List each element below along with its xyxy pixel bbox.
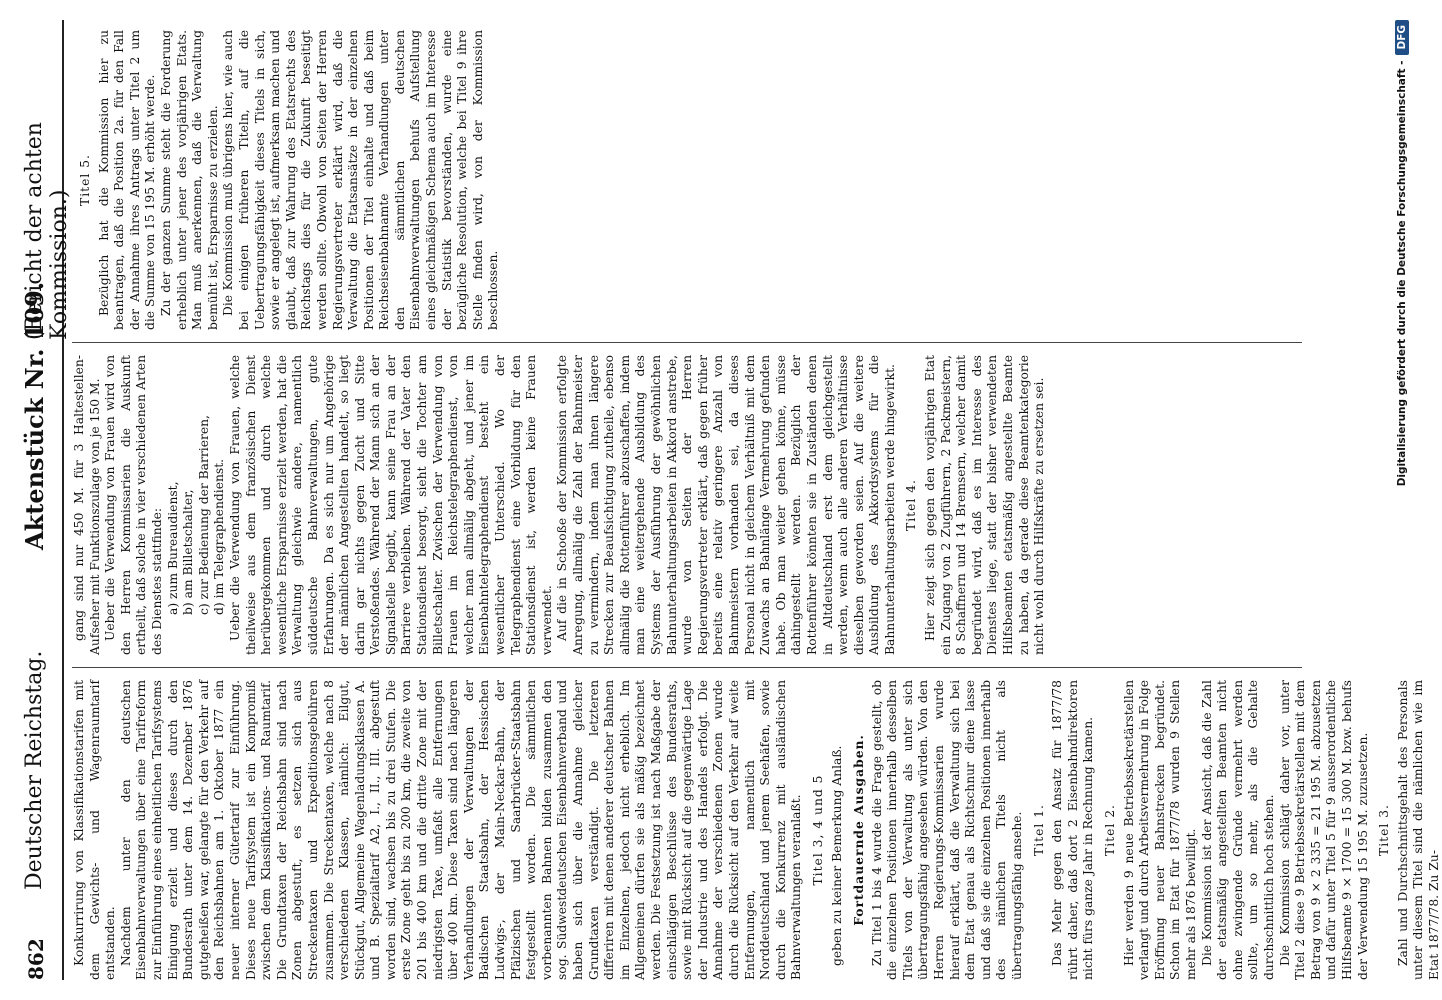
paragraph: Nachdem unter den deutschen Eisenbahnverwaltungen über eine Tarifreform zur Einführung eines einheitlichen Tarifsystems Einigung erzielt und dieses durch den Bundesrath unter dem 14. Dezember 1876 gutgeheißen war, gelangte für den Verkehr auf den Reichsbahnen am 1. Oktober 1877 ein neuer interner Gütertarif zur Einführung. Dieses neue Tarifsystem ist ein Kompromiß zwischen dem Klassifikations- und Raumtarif. Die Grundtaxen der Reichsbahn sind nach Zonen abgestuft, es setzen sich aus Streckentaxen und Expeditionsgebühren zusammen. Die Streckentaxen, welche nach 8 verschiedenen Klassen, nämlich: Eilgut, Stückgut, Allgemeine Wagenladungsklassen A. und B. Spezialtarif A2, I., II., III. abgestuft worden sind, wachsen bis zu drei Stufen. Die erste Zone geht bis zu 200 km, die zweite von 201 bis 400 km und die dritte Zone mit der niedrigsten Taxe, umfaßt alle Entfernungen über 400 km. Diese Taxen sind nach längeren Verhandlungen der Verwaltungen der Badischen Staatsbahn, der Hessischen Ludwigs-, der Main-Neckar-Bahn, der Pfälzischen und Saarbrücker-Staatsbahn festgestellt worden. Die sämmtlichen vorbenannten Bahnen bilden zusammen den sog. Südwestdeutschen Eisenbahnverband und haben sich über die Annahme gleicher Grundtaxen verständigt. Die letzteren differiren mit denen anderer deutscher Bahnen im Einzelnen, jedoch nicht erheblich. Im Allgemeinen dürfen sie als mäßig bezeichnet werden. Die Festsetzung ist nach Maßgabe der einschlägigen Beschlüsse des Bundesraths, sowie mit Rücksicht auf die gegenwärtige Lage der Industrie und des Handels erfolgt. Die Annahme der verschiedenen Zonen wurde durch die Rücksicht auf den Verkehr auf weite Entfernungen, namentlich mit Norddeutschland und jenem Seehäfen, sowie durch die Konkurrenz mit ausländischen Bahnverwaltungen veranlaßt. [118,680,804,980]
paragraph: Zahl und Durchschnittsgehalt des Personals unter diesem Titel sind die nämlichen wie im Etat 1877/78. Zu Zu- [1395,680,1441,980]
column-rule [72,342,1302,343]
list-item: c) zur Bedienung der Barrieren, [196,415,211,615]
column-3 [72,30,502,330]
heading-titel-2: Titel 2. [1103,804,1117,856]
dfg-logo: DFG [1395,20,1409,55]
document-reference: Aktenstück Nr. 109. [20,281,49,550]
list-item: d) im Telegraphendienst. [212,458,227,615]
paragraph: Ueber die Verwendung von Frauen wird von den Herren Kommissarien die Auskunft ertheilt, daß solche in vier verschiedenen Arten des Dienstes stattfinde: [103,355,164,655]
paragraph: Bezüglich hat die Kommission hier zu beantragen, daß die Position 2a. für den Fall der Annahme ihres Antrags unter Titel 2 um die Summe von 15 195 M. erhöht werde. [96,30,158,330]
section-title: (Bericht der achten Kommission.) [22,122,72,340]
footer-text: Digitalisierung gefördert durch die Deutsche Forschungsgemeinschaft - [1396,60,1408,487]
publication-title: Deutscher Reichstag. [22,650,47,890]
heading-titel-1: Titel 1. [1031,804,1046,856]
paragraph: Die Kommission muß übrigens hier, wie auch bei einigen früheren Titeln, auf die Uebertragungsfähigkeit dieses Titels in sich, sowie er angelegt ist, aufmerksam machen und glaubt, daß zur Wahrung des Etatsrechts des Reichstags dies für die Zukunft beseitigt werden sollte. Obwohl von Seiten der Herren Regierungsvertreter erklärt wird, daß die Verwaltung die Etatsansätze in der einzelnen Positionen der Titel einhalte und daß beim Reichseisenbahnamte Verhandlungen unter den sämmtlichen deutschen Eisenbahnverwaltungen behufs Aufstellung eines gleichmäßigen Schema auch im Interesse der Statistik bevorständen, wurde eine bezügliche Resolution, welche bei Titel 9 ihre Stelle finden wird, von der Kommission beschlossen. [221,30,501,330]
paragraph: geben zu keiner Bemerkung Anlaß. [829,745,844,966]
paragraph: gang sind nur 450 M. für 3 Haltestellen-Aufseher mit Funktionszulage von je 150 M. [72,355,102,655]
paragraph: Zu der ganzen Summe steht die Forderung erheblich unter jener des vorjährigen Etats. Man muß anerkennen, daß die Verwaltung bemüht ist, Ersparnisse zu erzielen. [158,30,220,330]
list-item: b) am Billetschalter, [181,489,196,615]
heading-titel-5: Titel 5. [78,154,92,206]
paragraph: Hier zeigt sich gegen den vorjährigen Etat ein Zugang von 2 Zugführern, 2 Packmeistern, 8 Schaffnern und 14 Bremsern, welcher damit begründet wird, daß es im Interesse des Dienstes liege, statt der bisher verwendeten Hilfsbeamten etatsmäßig angestellte Beamte zu haben, da gerade diese Beamtenkategorie nicht wohl durch Hilfskräfte zu ersetzen sei. [923,355,1047,655]
column-1 [72,680,1442,980]
paragraph: Ueber die Verwendung von Frauen, welche theilweise aus dem französischen Dienst herübergekommen und durch welche wesentliche Ersparnisse erzielt werden, hat die Verwaltung gleichwie andere, namentlich süddeutsche Bahnverwaltungen, gute Erfahrungen. Da es sich nur um Angehörige der männlichen Angestellten handelt, so liegt darin gar nichts gegen Zucht und Sitte Verstoßendes. Während der Mann sich an der Signalstelle begibt, kann seine Frau an der Barriere verbleiben. Während der Vater den Stationsdienst besorgt, sieht die Tochter am Billetschalter. Zwischen der Verwendung von Frauen im Reichstelegraphendienst, von welcher man allmälig abgeht, und jener im Eisenbahntelegraphendienst besteht ein wesentlicher Unterschied. Wo der Telegraphendienst eine Vorbildung für den Stationsdienst ist, werden keine Frauen verwendet. [227,355,554,655]
paragraph: Die Kommission schlägt daher vor, unter Titel 2 diese 9 Betriebssekretärstellen mit dem Betrag von 9 × 2 335 = 21 195 M. abzusetzen und dafür unter Titel 5 für 9 ausserordentliche Hilfsbeamte 9 × 1700 = 15 300 M. bzw. behufs der Verwendung 15 195 M. zuzusetzen. [1277,680,1370,980]
section-heading: Fortdauernde Ausgaben. [851,734,867,926]
heading-titel-3: Titel 3. [1377,804,1392,856]
column-rule [72,667,1302,668]
heading-titel-3-4-5: Titel 3, 4 und 5 [810,774,825,886]
page-header [18,20,72,980]
digitization-footer [1395,0,1409,1000]
paragraph: Zu Titel 1 bis 4 wurde die Frage gestellt, ob die einzelnen Positionen innerhalb desselben Titels von der Verwaltung als unter sich übertragungsfähig angesehen würden. Von den Herren Regierungs-Kommissarien wurde hierauf erklärt, daß die Verwaltung sich bei dem Etat genau als Richtschnur diene lasse und daß sie die einzelnen Positionen innerhalb des nämlichen Titels nicht als übertragungsfähig ansehe. [869,680,1025,980]
column-2 [72,355,1048,655]
page-number: 862 [24,938,48,980]
paragraph: Das Mehr gegen den Ansatz für 1877/78 rührt daher, daß dort 2 Eisenbahndirektoren nicht fürs ganze Jahr in Rechnung kamen. [1050,680,1096,980]
paragraph: Auf die in Schooße der Kommission erfolgte Anregung, allmälig die Zahl der Bahnmeister zu vermindern, indem man ihnen längere Strecken zur Beaufsichtigung zutheile, ebenso allmälig die Rottenführer abzuschaffen, indem man eine weitergehende Ausbildung des Systems der Ausführung der gewöhnlichen Bahnunterhaltungsarbeiten in Akkord anstrebe, wurde von Seiten der Herren Regierungsvertreter erklärt, daß gegen früher bereits eine relativ geringere Anzahl von Bahnmeistern vorhanden sei, da dieses Personal nicht in gleichem Verhältniß mit dem Zuwachs an Bahnlänge Vermehrung gefunden habe. Ob man weiter gehen könne, müsse dahingestellt werden. Bezüglich der Rottenführer könnten sie in Zuständen denen in Altdeutschland erst dem gleichgestellt werden, wenn auch alle anderen Verhältnisse dieselben geworden seien. Auf die weitere Ausbildung des Akkordsystems für die Bahnunterhaltungsarbeiten werde hingewirkt. [555,355,897,655]
heading-titel-4: Titel 4. [904,479,919,531]
paragraph: Konkurrirung von Klassifikationstarifen mit dem Gewichts- und Wagenraumtarif entstanden. [72,680,118,980]
list-item: a) zum Bureaudienst, [165,481,180,615]
paragraph: Die Kommission ist der Ansicht, daß die Zahl der etatsmäßig angestellten Beamten nicht ohne zwingende Gründe vermehrt werden sollte, um so mehr, als die Gehalte durchschnittlich hoch stehen. [1199,680,1276,980]
paragraph: Hier werden 9 neue Betriebssekretärstellen verlangt und durch Arbeitsvermehrung in Folge Eröffnung neuer Bahnstrecken begründet. Schon im Etat für 1877/78 wurden 9 Stellen mehr als 1876 bewilligt. [1121,680,1198,980]
